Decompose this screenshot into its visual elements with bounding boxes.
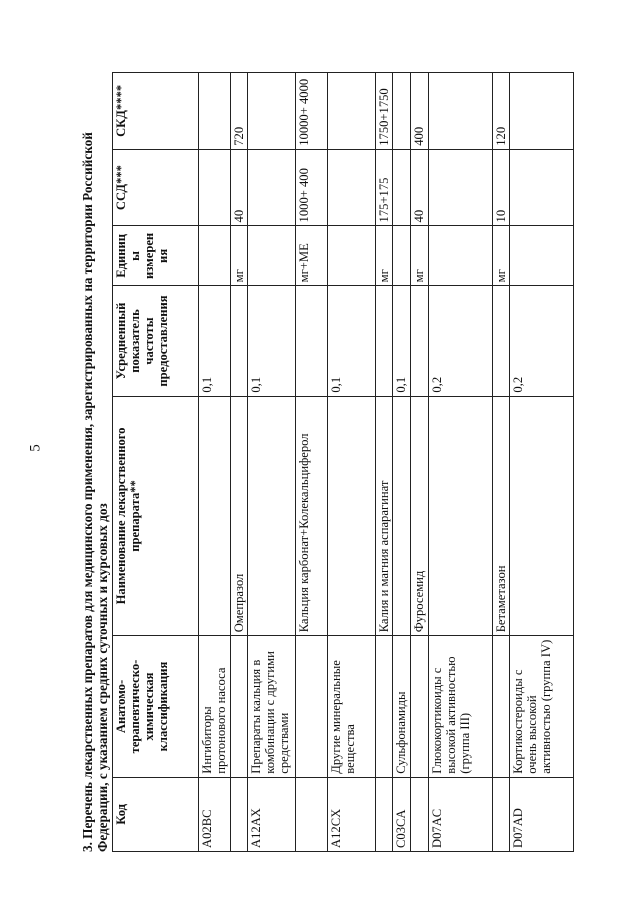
cell-code (231, 777, 248, 851)
drug-table (112, 72, 574, 852)
cell-freq (411, 286, 429, 396)
cell-ssd (429, 149, 493, 226)
cell-name (328, 396, 376, 636)
cell-unit: мг+МЕ (296, 226, 328, 286)
cell-freq: 0,1 (248, 286, 296, 396)
cell-name (248, 396, 296, 636)
cell-ssd (328, 149, 376, 226)
cell-skd: 720 (231, 73, 248, 150)
cell-code: C03CA (393, 777, 411, 851)
cell-freq (231, 286, 248, 396)
cell-name (393, 396, 411, 636)
cell-skd: 1750+1750 (376, 73, 393, 150)
cell-name (199, 396, 231, 636)
cell-name: Калия и магния аспарагинат (376, 396, 393, 636)
cell-skd (510, 73, 574, 150)
cell-atc (376, 636, 393, 777)
cell-skd (393, 73, 411, 150)
cell-skd (199, 73, 231, 150)
cell-skd (429, 73, 493, 150)
cell-unit (328, 226, 376, 286)
cell-code (296, 777, 328, 851)
cell-code: A12CX (328, 777, 376, 851)
cell-freq: 0,2 (510, 286, 574, 396)
table-row (231, 73, 248, 852)
table-row (248, 73, 296, 852)
header-code: Код (113, 777, 199, 851)
table-row (296, 73, 328, 852)
page-number: 5 (27, 444, 44, 452)
table-row (493, 73, 510, 852)
table-header-row (113, 73, 199, 852)
cell-ssd: 1000+ 400 (296, 149, 328, 226)
header-name: Наименование лекарственного препарата** (113, 396, 199, 636)
table-row (429, 73, 493, 852)
cell-atc: Препараты кальция в комбинации с другими средствами (248, 636, 296, 777)
cell-ssd: 10 (493, 149, 510, 226)
cell-ssd: 40 (231, 149, 248, 226)
cell-atc (493, 636, 510, 777)
cell-code (411, 777, 429, 851)
header-unit: Единицы измерения (113, 226, 199, 286)
cell-skd (248, 73, 296, 150)
table-row (393, 73, 411, 852)
cell-skd: 10000+ 4000 (296, 73, 328, 150)
cell-unit: мг (411, 226, 429, 286)
cell-name (429, 396, 493, 636)
cell-ssd (393, 149, 411, 226)
header-skd: СКД**** (113, 73, 199, 150)
cell-code: D07AD (510, 777, 574, 851)
cell-atc: Сульфонамиды (393, 636, 411, 777)
cell-atc (296, 636, 328, 777)
cell-atc: Глюкокортикоиды с высокой активностью (группа III) (429, 636, 493, 777)
cell-freq: 0,1 (199, 286, 231, 396)
table-row (411, 73, 429, 852)
cell-freq (376, 286, 393, 396)
header-atc: Анатомо-терапевтическо-химическая классификация (113, 636, 199, 777)
cell-code: A02BC (199, 777, 231, 851)
rotated-content (80, 72, 605, 852)
cell-name: Фуросемид (411, 396, 429, 636)
cell-name (510, 396, 574, 636)
cell-atc: Кортикостероиды с очень высокой активностью (группа IV) (510, 636, 574, 777)
section-heading: 3. Перечень лекарственных препаратов для медицинского применения, зарегистрированных на территории Российской Федерации, с указанием средних суточных и курсовых доз (80, 132, 110, 852)
cell-freq: 0,1 (328, 286, 376, 396)
cell-name: Кальция карбонат+Колекальциферол (296, 396, 328, 636)
cell-freq (493, 286, 510, 396)
cell-name: Бетаметазон (493, 396, 510, 636)
cell-freq (296, 286, 328, 396)
cell-unit (199, 226, 231, 286)
cell-unit (393, 226, 411, 286)
cell-atc (411, 636, 429, 777)
cell-ssd (510, 149, 574, 226)
cell-unit: мг (376, 226, 393, 286)
table-row (328, 73, 376, 852)
table-row (510, 73, 574, 852)
cell-code: D07AC (429, 777, 493, 851)
cell-freq: 0,2 (429, 286, 493, 396)
cell-code (493, 777, 510, 851)
table-row (199, 73, 231, 852)
cell-ssd: 40 (411, 149, 429, 226)
cell-ssd (199, 149, 231, 226)
cell-skd: 400 (411, 73, 429, 150)
cell-skd (328, 73, 376, 150)
cell-code (376, 777, 393, 851)
table-row (376, 73, 393, 852)
cell-atc (231, 636, 248, 777)
cell-atc: Другие минеральные вещества (328, 636, 376, 777)
cell-skd: 120 (493, 73, 510, 150)
cell-ssd (248, 149, 296, 226)
header-ssd: ССД*** (113, 149, 199, 226)
cell-unit: мг (493, 226, 510, 286)
cell-name: Омепразол (231, 396, 248, 636)
cell-unit (510, 226, 574, 286)
cell-code: A12AX (248, 777, 296, 851)
cell-ssd: 175+175 (376, 149, 393, 226)
cell-unit (429, 226, 493, 286)
cell-unit (248, 226, 296, 286)
cell-freq: 0,1 (393, 286, 411, 396)
header-freq: Усредненный показатель частоты предоставления (113, 286, 199, 396)
cell-atc: Ингибиторы протонового насоса (199, 636, 231, 777)
cell-unit: мг (231, 226, 248, 286)
